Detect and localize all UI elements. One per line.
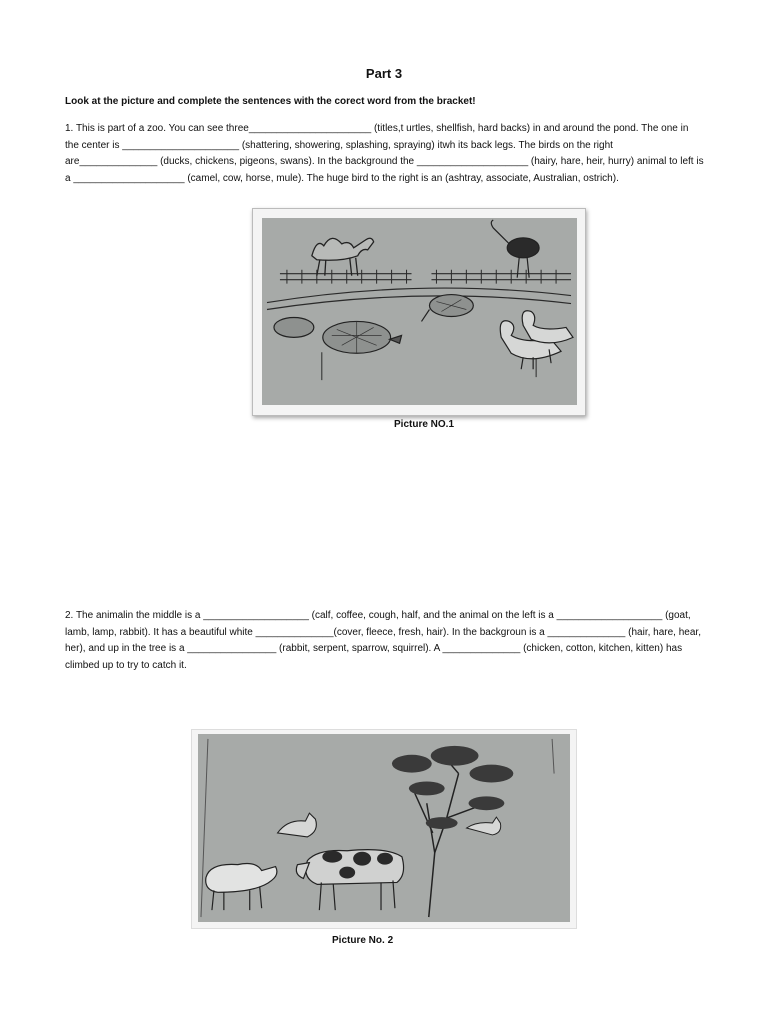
- farm-drawing: [198, 734, 570, 922]
- picture-2-caption: Picture No. 2: [332, 935, 394, 946]
- instruction-text: Look at the picture and complete the sentences with the corect word from the bracket!: [65, 96, 476, 107]
- page-title: Part 3: [365, 66, 403, 81]
- picture-1-caption: Picture NO.1: [394, 419, 455, 430]
- zoo-drawing: [262, 218, 577, 405]
- exercise-1-text: 1. This is part of a zoo. You can see three______________________ (titles,t urtles, shellfish, hard backs) in and around the pond. The one in the center is _____________________ (shattering, showering, splashing, spraying) itwh its back legs. The birds on the right are______________ (ducks, chickens, pigeons, swans). In the background the ____________________ (hairy, hare, heir, hurry) animal to left is a ____________________ (camel, cow, horse, mule). The huge bird to the right is an (ashtray, associate, Australian, ostrich).: [65, 123, 704, 184]
- picture-2-farm: [191, 729, 577, 929]
- picture-1-zoo: [252, 208, 586, 416]
- exercise-2-text: 2. The animalin the middle is a ___________________ (calf, coffee, cough, half, and the animal on the left is a ___________________ (goat, lamb, lamp, rabbit). It has a beautiful white ______________(cover, fleece, fresh, hair). In the backgroun is a ______________ (hair, hare, hear, her), and up in the tree is a ________________ (rabbit, serpent, sparrow, squirrel). A ______________ (chicken, cotton, kitchen, kitten) has climbed up to try to catch it.: [65, 610, 701, 671]
